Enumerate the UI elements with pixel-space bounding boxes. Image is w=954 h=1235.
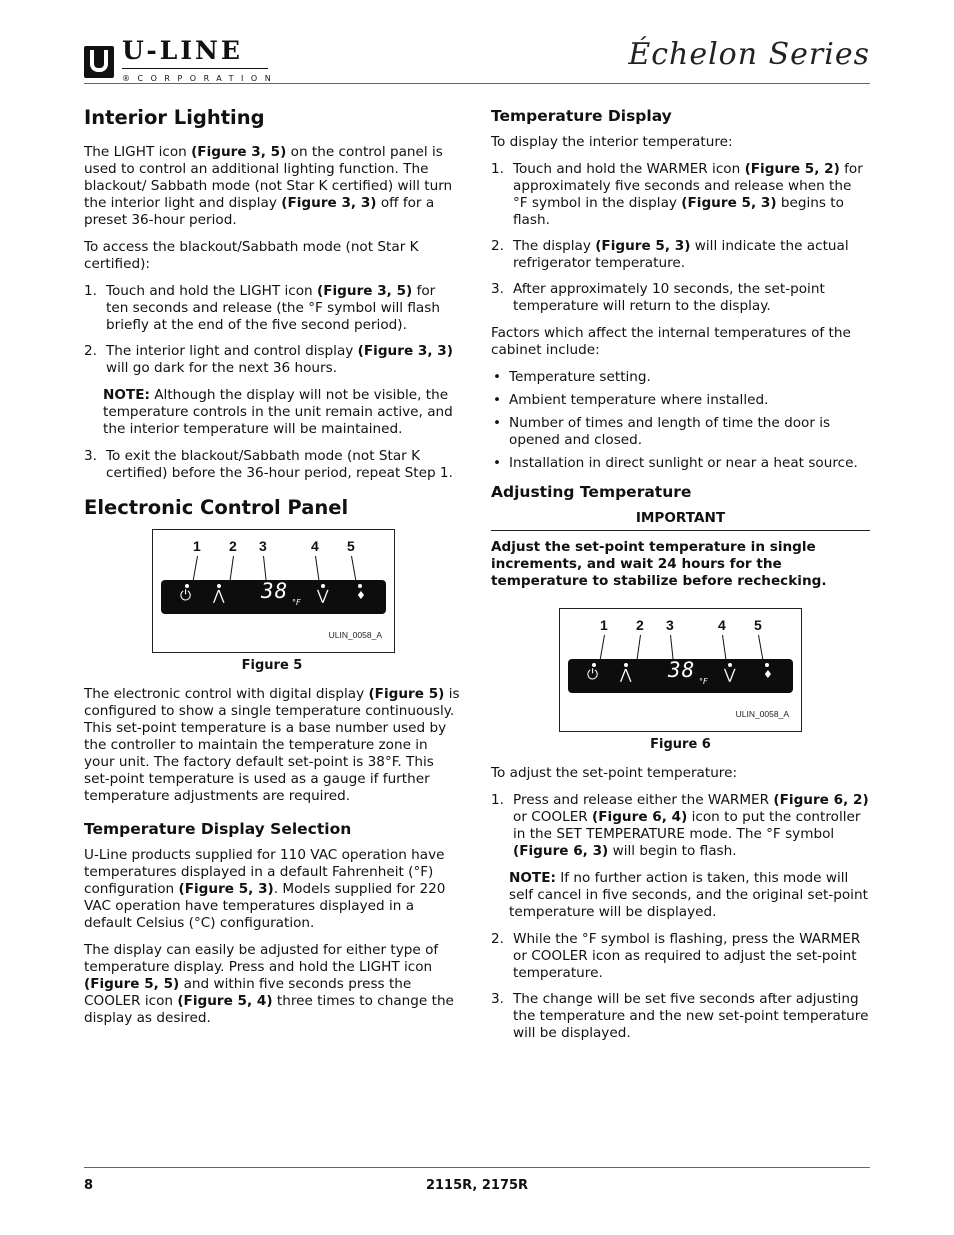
power-icon: ⏻ <box>180 588 192 604</box>
list-item: 2. While the °F symbol is flashing, press the WARMER or COOLER icon as required to adjust the set-point temperature. <box>491 931 861 981</box>
figure-5-caption: Figure 5 <box>241 658 303 673</box>
logo-wordmark: U-LINE <box>122 36 243 65</box>
footer-rule <box>84 1167 870 1168</box>
power-icon: ⏻ <box>587 667 599 683</box>
figure-5-control-panel <box>152 529 395 653</box>
callout-1: 1 <box>600 617 608 633</box>
section-title-temperature-display-selection: Temperature Display Selection <box>84 820 352 838</box>
adj-intro: To adjust the set-point temperature: <box>491 765 738 781</box>
figure-code: ULIN_0058_A <box>735 709 789 719</box>
callout-5: 5 <box>754 617 762 633</box>
list-item: 3. The change will be set five seconds after adjusting the temperature and the new set-point temperature will be displayed. <box>491 991 869 1041</box>
list-item: • Ambient temperature where installed. <box>491 392 870 409</box>
section-title-adjusting-temperature: Adjusting Temperature <box>491 483 692 501</box>
ecp-paragraph: The electronic control with digital display (Figure 5) is configured to show a single temperature continuously. This set-point temperature is a base number used by the controller to maintain the temperature zone in your unit. The factory default set-point is 38°F. This set-point temperature is used as a gauge if further temperature adjustments are required. <box>84 686 460 804</box>
factors-list <box>491 369 870 472</box>
warmer-up-icon: ⋀ <box>213 588 225 604</box>
section-title-temperature-display: Temperature Display <box>491 107 672 125</box>
list-item: 3. After approximately 10 seconds, the set-point temperature will return to the display. <box>491 281 825 314</box>
callout-3: 3 <box>259 538 267 554</box>
series-title: Échelon Series <box>628 37 870 72</box>
sabbath-steps <box>84 283 460 377</box>
temperature-unit: °F <box>699 677 708 686</box>
list-item: 1. Touch and hold the WARMER icon (Figure 5, 2) for approximately five seconds and release when the °F symbol in the display (Figure 5, 3) begins to flash. <box>491 161 863 228</box>
sabbath-access-paragraph: To access the blackout/Sabbath mode (not Star K certified): <box>84 239 419 272</box>
callout-4: 4 <box>311 538 319 554</box>
list-item: • Temperature setting. <box>491 369 870 386</box>
temperature-readout: 38 <box>668 658 696 682</box>
figure-code: ULIN_0058_A <box>328 630 382 640</box>
temperature-readout: 38 <box>261 579 289 603</box>
interior-lighting-paragraph: The LIGHT icon (Figure 3, 5) on the control panel is used to control an additional lighting function. The blackout/ Sabbath mode (not Star K certified) will turn the interior light and display (Figure 3, 3) off for a preset 36-hour period. <box>84 144 453 228</box>
cooler-down-icon: ⋁ <box>317 588 329 604</box>
u-line-logo-icon <box>84 46 114 78</box>
td-steps <box>491 161 870 315</box>
list-item: 2. The interior light and control display (Figure 3, 3) will go dark for the next 36 hours. <box>84 343 453 376</box>
u-line-logo <box>84 36 279 84</box>
figure-6-control-panel <box>559 608 802 732</box>
important-heading: IMPORTANT <box>491 510 870 531</box>
list-item: 1. Press and release either the WARMER (Figure 6, 2) or COOLER (Figure 6, 4) icon to put the controller in the SET TEMPERATURE mode. The °F symbol (Figure 6, 3) will begin to flash. <box>491 792 869 859</box>
list-item: • Number of times and length of time the door is opened and closed. <box>491 415 870 449</box>
sabbath-steps-continued <box>84 448 460 482</box>
adj-note: NOTE: If no further action is taken, this mode will self cancel in five seconds, and the original set-point temperature will be displayed. <box>509 870 868 920</box>
list-item: 2. The display (Figure 5, 3) will indicate the actual refrigerator temperature. <box>491 238 849 271</box>
control-panel-display <box>568 659 793 693</box>
left-column <box>84 100 460 1037</box>
list-item: 1. Touch and hold the LIGHT icon (Figure 3, 5) for ten seconds and release (the °F symbol will flash briefly at the end of the five second period). <box>84 283 440 333</box>
logo-subtitle: ®CORPORATION <box>122 74 279 83</box>
callout-5: 5 <box>347 538 355 554</box>
cooler-down-icon: ⋁ <box>724 667 736 683</box>
adj-steps-continued <box>491 931 870 1042</box>
factors-paragraph: Factors which affect the internal temperatures of the cabinet include: <box>491 325 851 358</box>
callout-2: 2 <box>636 617 644 633</box>
warmer-up-icon: ⋀ <box>620 667 632 683</box>
light-bulb-icon: ♦ <box>356 589 366 602</box>
list-item: • Installation in direct sunlight or near a heat source. <box>491 455 870 472</box>
temperature-unit: °F <box>292 598 301 607</box>
callout-3: 3 <box>666 617 674 633</box>
important-body: Adjust the set-point temperature in single increments, and wait 24 hours for the temperature to stabilize before rechecking. <box>491 539 827 589</box>
sabbath-note: NOTE: Although the display will not be visible, the temperature controls in the unit remain active, and the interior temperature will be maintained. <box>103 387 453 437</box>
adj-steps <box>491 792 870 860</box>
section-title-interior-lighting: Interior Lighting <box>84 106 265 129</box>
tds-paragraph-1: U-Line products supplied for 110 VAC operation have temperatures displayed in a default Fahrenheit (°F) configuration (Figure 5, 3). Models supplied for 220 VAC operation have temperatures displayed in a default Celsius (°C) configuration. <box>84 847 446 931</box>
callout-4: 4 <box>718 617 726 633</box>
section-title-electronic-control-panel: Electronic Control Panel <box>84 496 349 519</box>
td-intro: To display the interior temperature: <box>491 134 733 150</box>
model-numbers: 2115R, 2175R <box>425 1178 529 1193</box>
logo-divider <box>122 68 268 69</box>
page-number: 8 <box>84 1178 94 1193</box>
tds-paragraph-2: The display can easily be adjusted for either type of temperature display. Press and hold the LIGHT icon (Figure 5, 5) and within five seconds press the COOLER icon (Figure 5, 4) three times to change the display as desired. <box>84 942 454 1026</box>
list-item: 3. To exit the blackout/Sabbath mode (not Star K certified) before the 36-hour period, repeat Step 1. <box>84 448 453 481</box>
header-rule <box>84 83 870 84</box>
right-column <box>491 100 870 1052</box>
callout-1: 1 <box>193 538 201 554</box>
figure-6-caption: Figure 6 <box>650 737 711 752</box>
callout-2: 2 <box>229 538 237 554</box>
control-panel-display <box>161 580 386 614</box>
light-bulb-icon: ♦ <box>763 668 773 681</box>
